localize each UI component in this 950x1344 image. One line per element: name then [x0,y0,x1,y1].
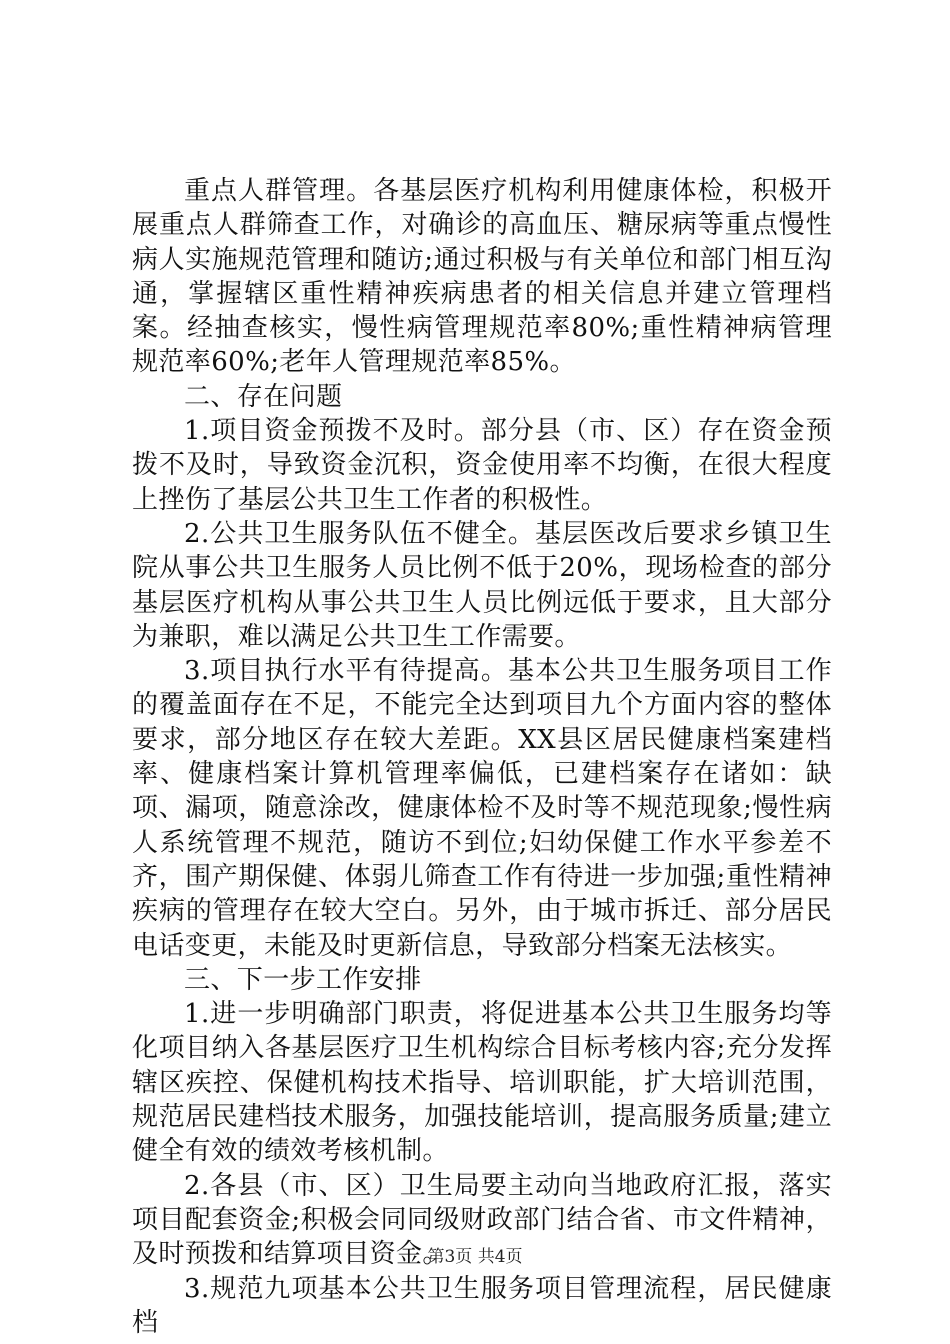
section-heading-next-steps: 三、下一步工作安排 [184,964,422,995]
paragraph-next-step-responsibilities: 1.进一步明确部门职责，将促进基本公共卫生服务均等化项目纳入各基层医疗卫生机构综合目标考核内容;充分发挥辖区疾控、保健机构技术指导、培训职能，扩大培训范围，规范居民建档技术服务，加强技能培训，提高服务质量;建立健全有效的绩效考核机制。 [132,999,832,1167]
paragraph-next-step-process: 3.规范九项基本公共卫生服务项目管理流程，居民健康档 [132,1273,832,1338]
page-number-footer: 第3页 共4页 [427,1247,523,1267]
section-heading-existing-problems: 二、存在问题 [184,381,343,412]
paragraph-problem-execution: 3.项目执行水平有待提高。基本公共卫生服务项目工作的覆盖面存在不足，不能完全达到项目九个方面内容的整体要求，部分地区存在较大差距。XX县区居民健康档案建档率、健康档案计算机管理率偏低，已建档案存在诸如：缺项、漏项，随意涂改，健康体检不及时等不规范现象;慢性病人系统管理不规范，随访不到位;妇幼保健工作水平参差不齐，围产期保健、体弱儿筛查工作有待进一步加强;重性精神疾病的管理存在较大空白。另外，由于城市拆迁、部分居民电话变更，未能及时更新信息，导致部分档案无法核实。 [132,656,832,961]
paragraph-next-step-funding: 2.各县（市、区）卫生局要主动向当地政府汇报，落实项目配套资金;积极会同同级财政部门结合省、市文件精神，及时预拨和结算项目资金。 [132,1170,832,1270]
paragraph-problem-funding: 1.项目资金预拨不及时。部分县（市、区）存在资金预拨不及时，导致资金沉积，资金使用率不均衡，在很大程度上挫伤了基层公共卫生工作者的积极性。 [132,416,832,515]
paragraph-problem-staffing: 2.公共卫生服务队伍不健全。基层医改后要求乡镇卫生院从事公共卫生服务人员比例不低于20%，现场检查的部分基层医疗机构从事公共卫生人员比例远低于要求，且大部分为兼职，难以满足公共卫生工作需要。 [132,518,832,652]
document-body [132,174,832,1340]
paragraph-key-population-management: 重点人群管理。各基层医疗机构利用健康体检，积极开展重点人群筛查工作，对确诊的高血压、糖尿病等重点慢性病人实施规范管理和随访;通过积极与有关单位和部门相互沟通，掌握辖区重性精神疾病患者的相关信息并建立管理档案。经抽查核实，慢性病管理规范率80%;重性精神病管理规范率60%;老年人管理规范率85%。 [132,176,832,378]
